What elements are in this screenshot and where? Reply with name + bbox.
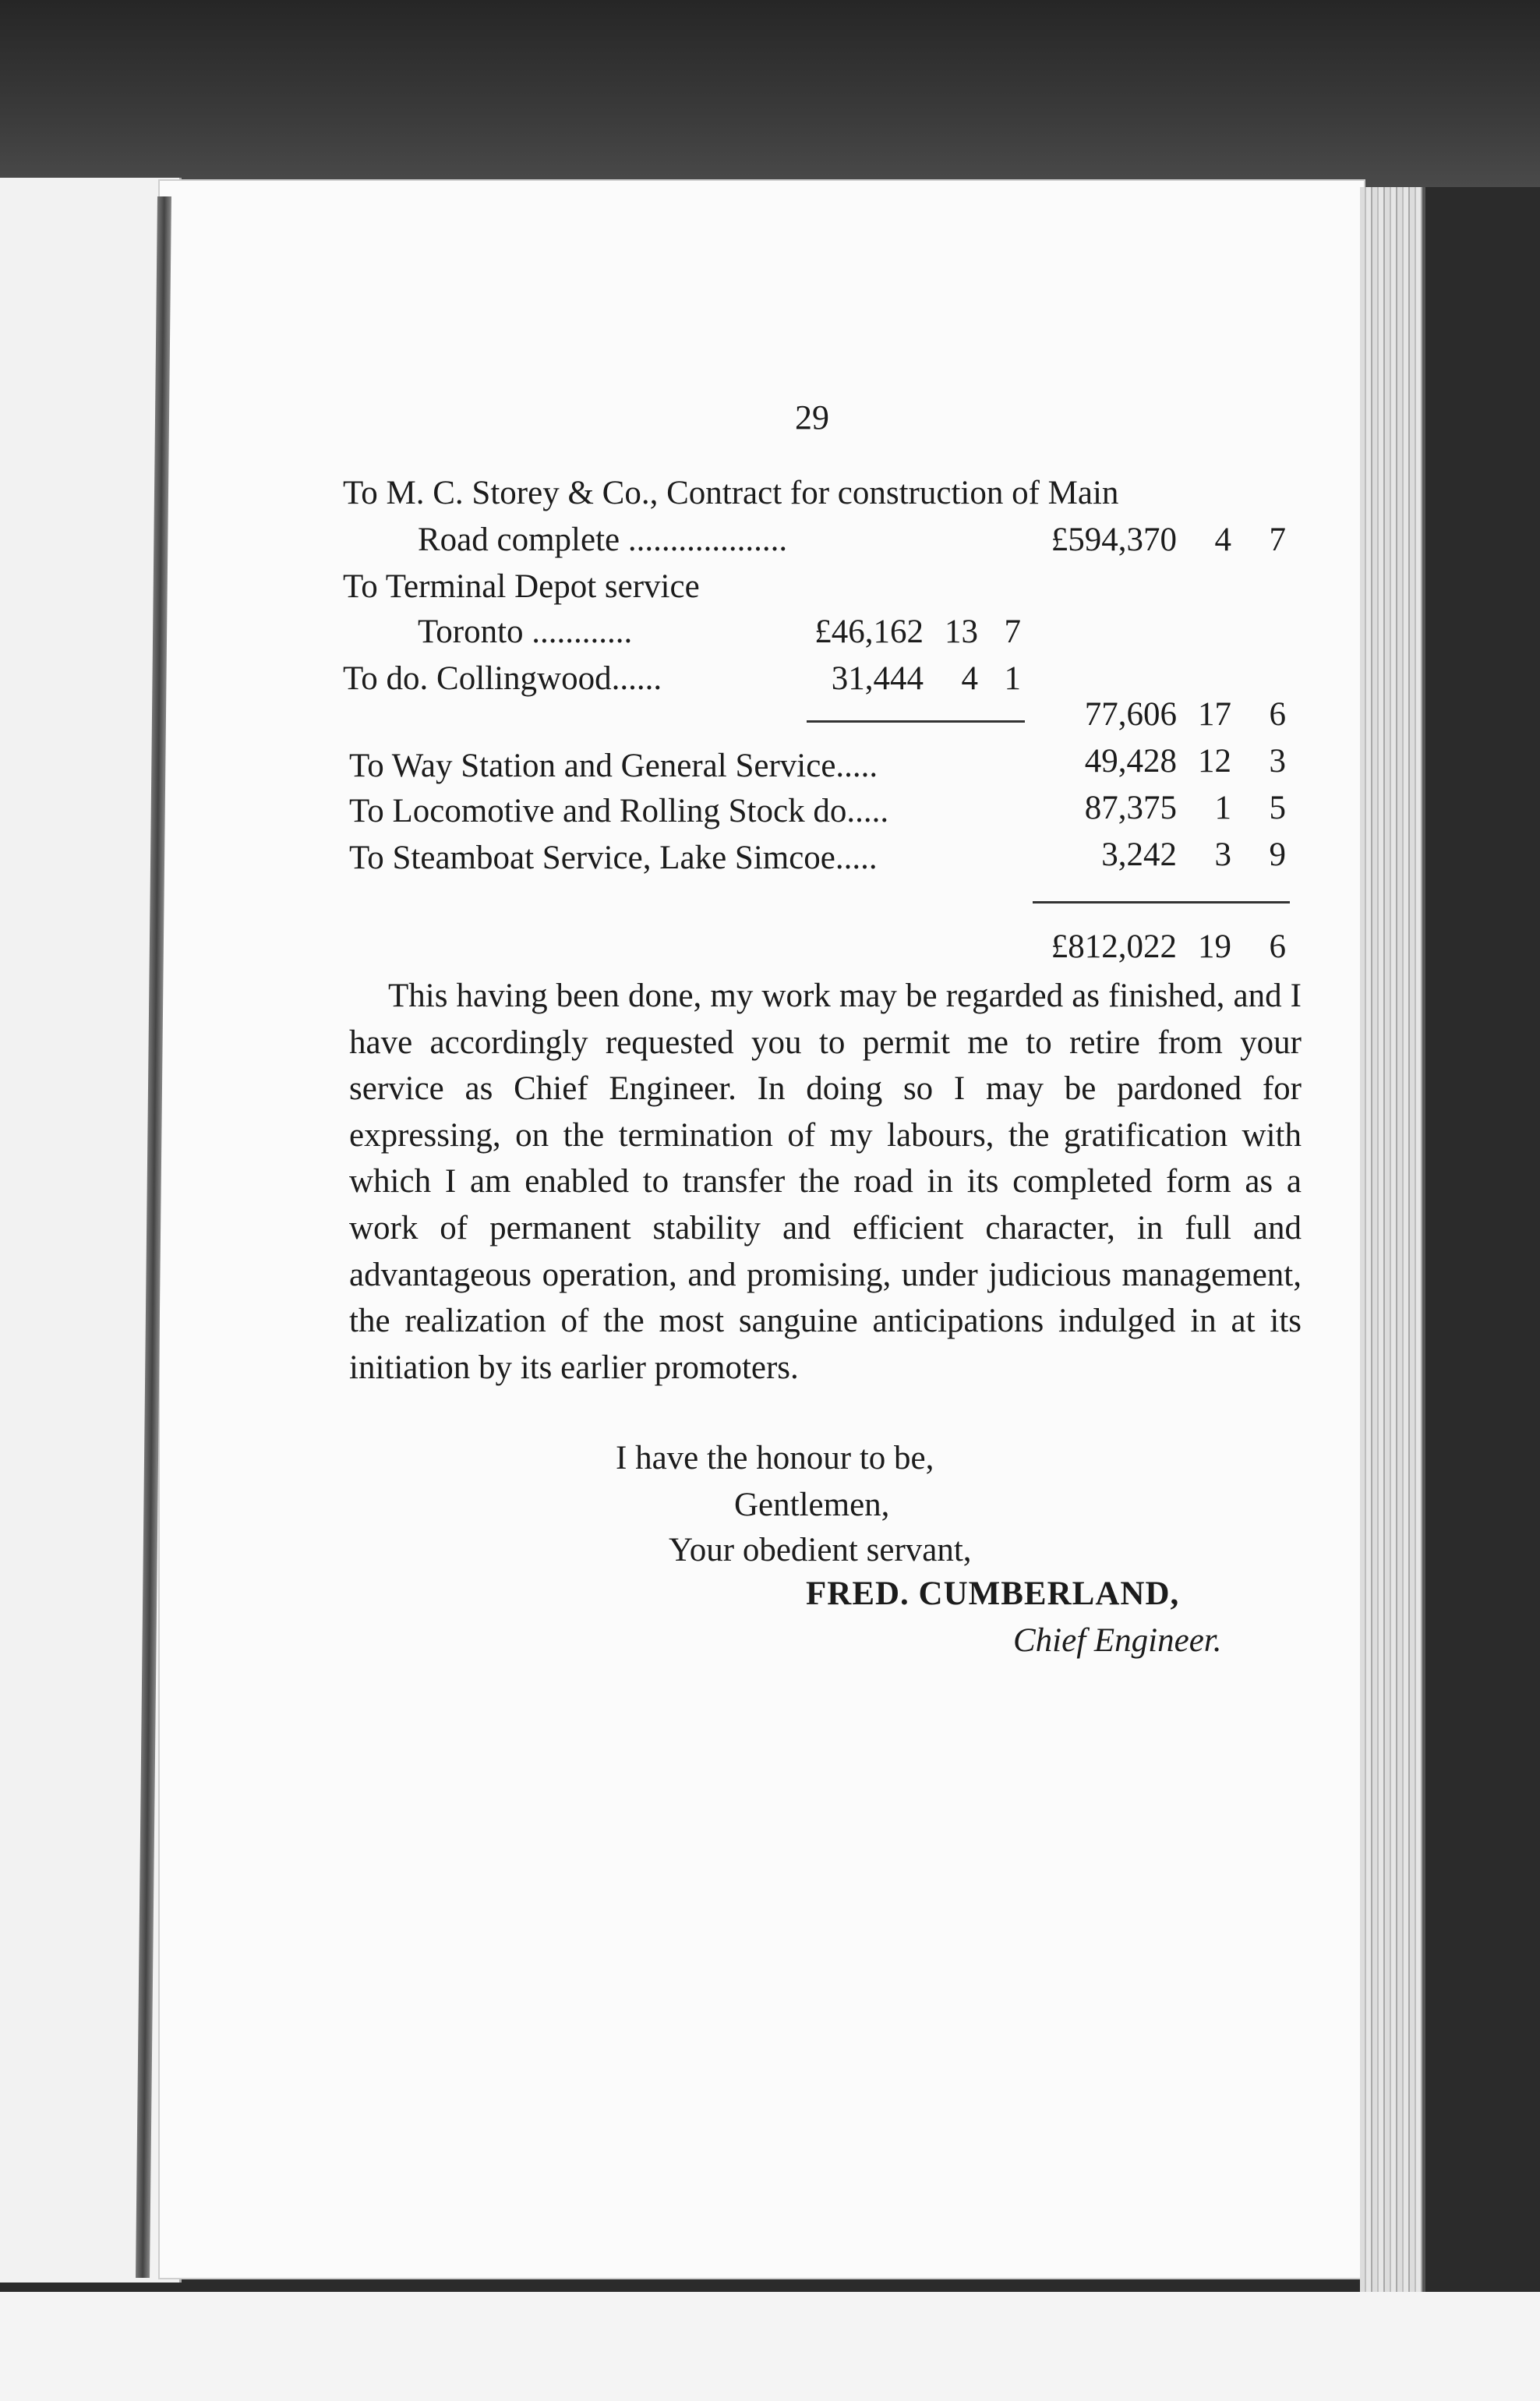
ledger-amount-total: £812,022: [1051, 928, 1177, 965]
ledger-line-storey: To M. C. Storey & Co., Contract for construction of Main: [343, 475, 1119, 511]
ledger-label-collingwood: To do. Collingwood......: [343, 660, 662, 697]
ledger-amount-subtotal: 77,606: [1084, 696, 1177, 733]
film-border-bottom: [0, 2292, 1540, 2401]
ledger-shillings-collingwood: 4: [961, 660, 978, 697]
ledger-amount-steamboat: 3,242: [1101, 836, 1177, 873]
ledger-label-steamboat: To Steamboat Service, Lake Simcoe.....: [349, 840, 878, 876]
page-edges: [1360, 187, 1425, 2296]
ledger-pence-collingwood: 1: [1004, 660, 1021, 697]
ledger-pence-subtotal: 6: [1269, 696, 1286, 733]
ledger-amount-road: £594,370: [1051, 522, 1177, 558]
body-paragraph: This having been done, my work may be regarded as finished, and I have accordingly requested you to permit me to retire from your service as Chief Engineer. In doing so I may be pardoned for expressing, on the termination of my labours, the gratification with which I am enabled to transfer the road in its completed form as a work of permanent stability and efficient character, in full and advantageous operation, and promising, under judicious management, the realization of the most sanguine anticipations indulged in at its initiation by its earlier promoters.: [349, 978, 1302, 1386]
ledger-amount-collingwood: 31,444: [831, 660, 924, 697]
subtotal-rule: [807, 720, 1025, 723]
ledger-shillings-toronto: 13: [945, 614, 978, 650]
ledger-shillings-total: 19: [1198, 928, 1231, 965]
closing-salutation: Gentlemen,: [734, 1487, 890, 1523]
ledger-pence-steamboat: 9: [1269, 836, 1286, 873]
ledger-shillings-road: 4: [1214, 522, 1231, 558]
ledger-pence-road: 7: [1269, 522, 1286, 558]
ledger-shillings-steamboat: 3: [1214, 836, 1231, 873]
ledger-line-terminal: To Terminal Depot service: [343, 568, 700, 605]
ledger-label-locomotive: To Locomotive and Rolling Stock do.....: [349, 793, 889, 829]
total-rule: [1033, 901, 1290, 903]
ledger-amount-way-station: 49,428: [1084, 743, 1177, 780]
film-border-top: [0, 0, 1540, 187]
ledger-label-road: Road complete ...................: [418, 522, 788, 558]
page-number: 29: [795, 398, 829, 437]
signatory-title: Chief Engineer.: [1013, 1622, 1222, 1659]
ledger-shillings-subtotal: 17: [1198, 696, 1231, 733]
closing-honour: I have the honour to be,: [616, 1440, 934, 1476]
ledger-pence-total: 6: [1269, 928, 1286, 965]
signatory-name: FRED. CUMBERLAND,: [806, 1575, 1180, 1612]
ledger-pence-way-station: 3: [1269, 743, 1286, 780]
ledger-amount-locomotive: 87,375: [1084, 790, 1177, 826]
ledger-label-way-station: To Way Station and General Service.....: [349, 748, 878, 784]
ledger-label-toronto: Toronto ............: [418, 614, 633, 650]
ledger-shillings-locomotive: 1: [1214, 790, 1231, 826]
ledger-amount-toronto: £46,162: [814, 614, 924, 650]
ledger-pence-locomotive: 5: [1269, 790, 1286, 826]
ledger-pence-toronto: 7: [1004, 614, 1021, 650]
ledger-shillings-way-station: 12: [1198, 743, 1231, 780]
closing-servant: Your obedient servant,: [669, 1532, 972, 1568]
